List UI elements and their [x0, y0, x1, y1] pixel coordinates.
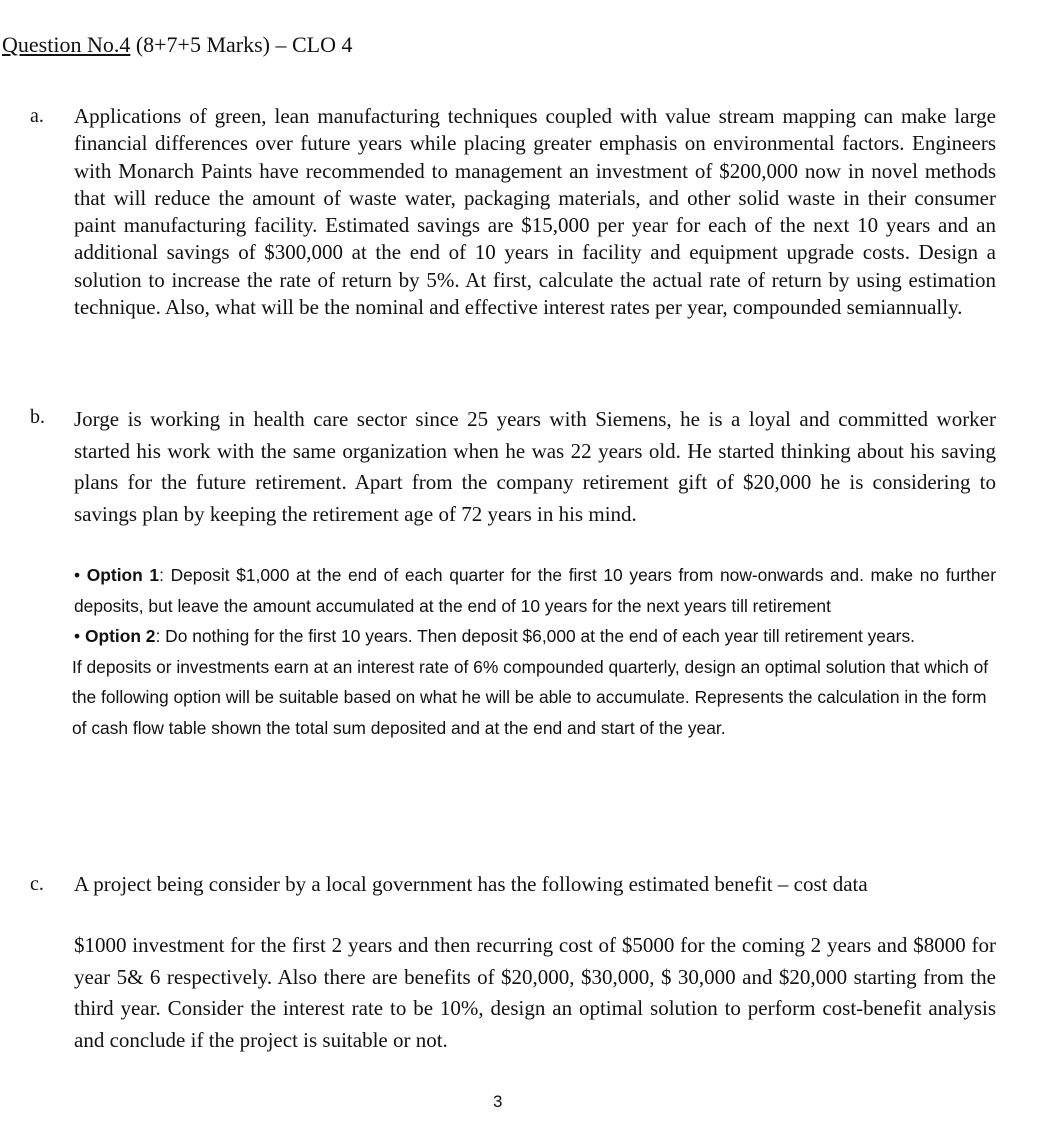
- option-1-text: : Deposit $1,000 at the end of each quarter for the first 10 years from now-onwards and. make no further deposits, but leave the amount accumulated at the end of 10 years for the next years till retirement: [74, 565, 996, 616]
- part-a-text: Applications of green, lean manufacturing techniques coupled with value stream mapping can make large financial differences over future years while placing greater emphasis on environmental factors. Engineers with Monarch Paints have recommended to management an investment of $200,000 now in novel methods that will reduce the amount of waste water, packaging materials, and other solid waste in their consumer paint manufacturing facility. Estimated savings are $15,000 per year for each of the next 10 years and an additional savings of $300,000 at the end of 10 years in facility and equipment upgrade costs. Design a solution to increase the rate of return by 5%. At first, calculate the actual rate of return by using estimation technique. Also, what will be the nominal and effective interest rates per year, compounded semiannually.: [74, 104, 996, 320]
- option-1-label: Option 1: [86, 565, 160, 585]
- option-1: [74, 560, 996, 621]
- question-heading: [2, 30, 353, 60]
- part-b-question: If deposits or investments earn at an interest rate of 6% compounded quarterly, design an optimal solution that which of the following option will be suitable based on what he will be able to accumulate. Represents the calculation in the form of cash flow table shown the total sum deposited and at the end and start of the year.: [72, 656, 989, 738]
- question-marks: (8+7+5 Marks) – CLO 4: [130, 32, 353, 57]
- part-c-intro: A project being consider by a local government has the following estimated benefit – cost data: [74, 872, 868, 896]
- part-c: [30, 871, 1000, 898]
- part-c-text: $1000 investment for the first 2 years and then recurring cost of $5000 for the coming 2 years and $8000 for year 5& 6 respectively. Also there are benefits of $20,000, $30,000, $ 30,000 and $20,000 starting from the third year. Consider the interest rate to be 10%, design an optimal solution to perform cost-benefit analysis and conclude if the project is suitable or not.: [74, 933, 996, 1052]
- part-c-marker: c.: [30, 873, 44, 895]
- part-a-marker: a.: [30, 105, 44, 127]
- option-2-bullet: •: [74, 626, 81, 646]
- question-number-label: Question No.4: [2, 32, 131, 57]
- part-b-text: Jorge is working in health care sector since 25 years with Siemens, he is a loyal and committed worker started his work with the same organization when he was 22 years old. He started thinking about his saving plans for the future retirement. Apart from the company retirement gift of $20,000 he is considering to savings plan by keeping the retirement age of 72 years in his mind.: [74, 407, 996, 526]
- part-b-marker: b.: [30, 406, 45, 428]
- part-b: [30, 404, 1000, 530]
- option-2-text: : Do nothing for the first 10 years. Then deposit $6,000 at the end of each year till retirement years.: [155, 626, 915, 646]
- page-number: 3: [493, 1092, 503, 1111]
- option-1-bullet: •: [74, 565, 81, 585]
- option-2: [74, 621, 996, 652]
- option-2-label: Option 2: [84, 626, 156, 646]
- part-a: [30, 103, 1000, 321]
- part-c-body: [30, 930, 1000, 1056]
- part-b-options: [30, 560, 1000, 743]
